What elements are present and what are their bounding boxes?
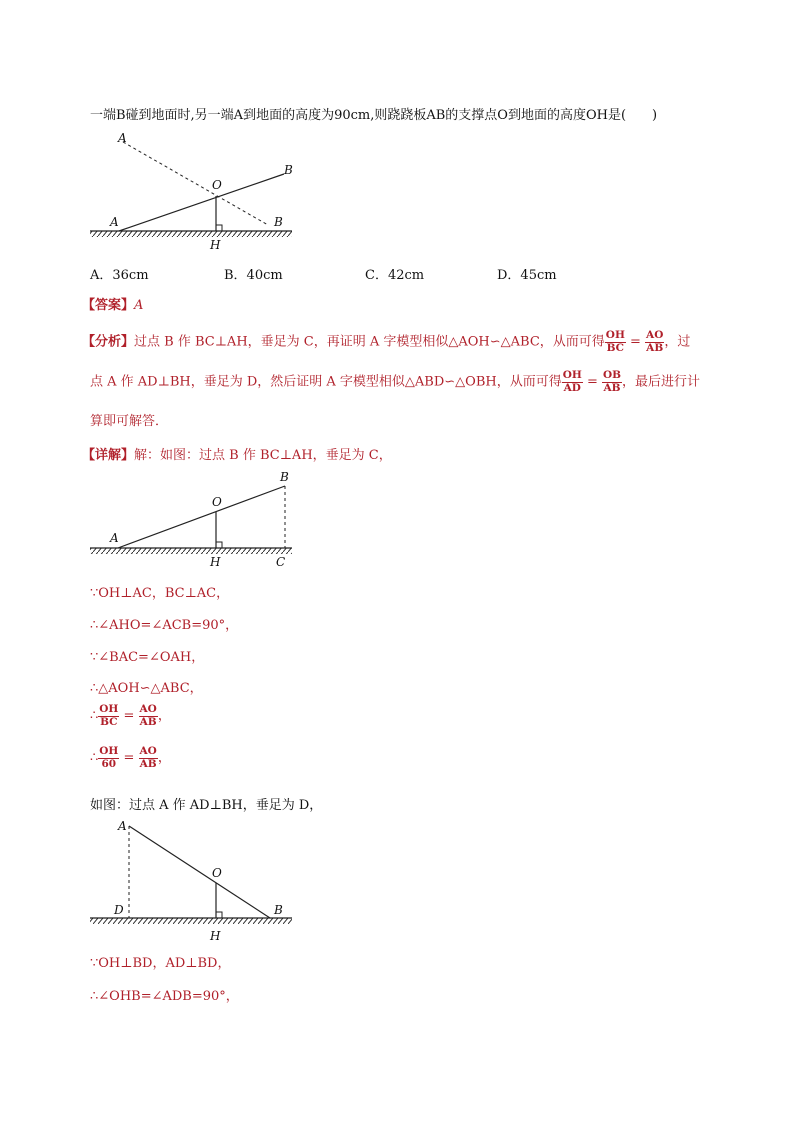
detail-intro: 【详解】解：如图：过点 B 作 BC⊥AH，垂足为 C， bbox=[82, 448, 392, 463]
option-a[interactable]: A．36cm bbox=[90, 268, 149, 283]
answer-tag: 【答案】 bbox=[82, 298, 135, 313]
svg-text:H: H bbox=[210, 929, 221, 943]
analysis-line-2: 点 A 作 AD⊥BH，垂足为 D，然后证明 A 字模型相似△ABD∽△OBH，从而可得 $\frac{OH}{AD}$ = $\frac{OB}{AB}$ ，最后进行计 bbox=[90, 369, 701, 394]
analysis-line-3: 算即可解答． bbox=[90, 414, 169, 429]
fraction-ao-ab: $\frac{AO}{AB}$ bbox=[646, 329, 664, 354]
svg-text:B: B bbox=[274, 903, 283, 917]
step-1: ∵OH⊥AC，BC⊥AC， bbox=[90, 586, 230, 601]
answer-value: A bbox=[134, 298, 144, 313]
svg-text:O: O bbox=[212, 866, 222, 880]
step-8: ∵OH⊥BD，AD⊥BD， bbox=[90, 956, 231, 971]
label-a-top: A bbox=[118, 131, 127, 145]
option-c[interactable]: C．42cm bbox=[365, 268, 425, 283]
step-7: 如图：过点 A 作 AD⊥BH，垂足为 D， bbox=[90, 798, 323, 813]
analysis-line-1: 【分析】过点 B 作 BC⊥AH，垂足为 C，再证明 A 字模型相似△AOH∽△ABC，从而可得 $\frac{OH}{BC}$ = $\frac{AO}{AB}$ ，过 bbox=[82, 329, 691, 354]
label-a-bottom: A bbox=[110, 215, 119, 229]
figure-bc-perp bbox=[88, 468, 298, 574]
dashed-board bbox=[123, 142, 268, 225]
detail-tag: 【详解】 bbox=[82, 448, 135, 463]
right-angle-mark bbox=[216, 225, 222, 231]
svg-text:O: O bbox=[212, 495, 222, 509]
question-stem: 一端B碰到地面时,另一端A到地面的高度为90cm,则跷跷板AB的支撑点O到地面的高度OH是( ) bbox=[90, 108, 658, 123]
step-5: ∴ $\frac{OH}{BC}$ = $\frac{AO}{AB}$ ， bbox=[90, 703, 171, 728]
analysis-tag: 【分析】 bbox=[82, 334, 135, 350]
board-line bbox=[119, 174, 284, 231]
step-3: ∵∠BAC=∠OAH， bbox=[90, 650, 205, 665]
seesaw-figure bbox=[88, 128, 298, 254]
fraction-oh-bc: $\frac{OH}{BC}$ bbox=[605, 329, 625, 354]
step-4: ∴△AOH∽△ABC， bbox=[90, 681, 203, 696]
option-d[interactable]: D．45cm bbox=[497, 268, 557, 283]
label-h: H bbox=[210, 238, 221, 252]
step-9: ∴∠OHB=∠ADB=90°， bbox=[90, 989, 239, 1004]
figure-ad-perp bbox=[88, 816, 298, 948]
svg-text:H: H bbox=[210, 555, 221, 569]
ground-hatch bbox=[90, 231, 292, 237]
svg-text:A: A bbox=[110, 531, 119, 545]
line-ab bbox=[118, 486, 285, 548]
option-b[interactable]: B．40cm bbox=[224, 268, 283, 283]
svg-text:D: D bbox=[114, 903, 124, 917]
label-b-top: B bbox=[284, 163, 293, 177]
svg-text:B: B bbox=[280, 470, 289, 484]
label-b-bottom: B bbox=[274, 215, 283, 229]
svg-text:A: A bbox=[118, 819, 127, 833]
fraction-oh-ad: $\frac{OH}{AD}$ bbox=[562, 369, 582, 394]
fraction-ob-ab: $\frac{OB}{AB}$ bbox=[602, 369, 622, 394]
answer-line bbox=[82, 294, 143, 313]
step-6: ∴ $\frac{OH}{60}$ = $\frac{AO}{AB}$ ， bbox=[90, 745, 171, 770]
label-o: O bbox=[212, 178, 222, 192]
step-2: ∴∠AHO=∠ACB=90°， bbox=[90, 618, 239, 633]
line-ab bbox=[129, 826, 270, 918]
svg-text:C: C bbox=[276, 555, 286, 569]
